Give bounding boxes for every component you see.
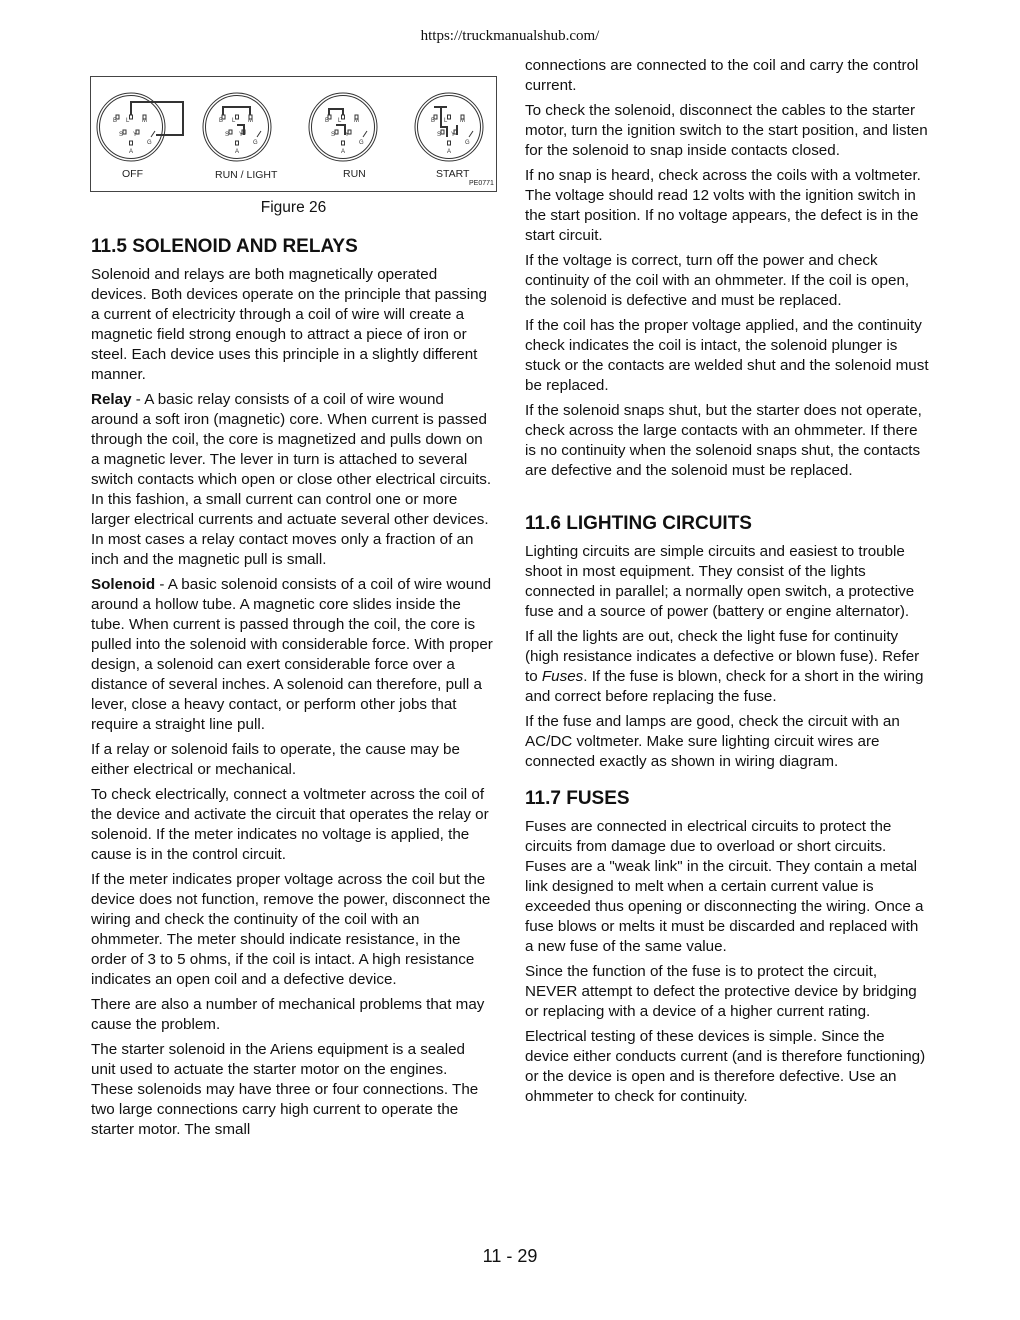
right-column <box>525 56 930 1112</box>
paragraph: To check the solenoid, disconnect the cables to the starter motor, turn the ignition switch to the start position, and listen for the solenoid to snap inside contacts closed. <box>525 102 928 159</box>
switch-label-run: RUN <box>343 168 366 180</box>
paragraph: If no snap is heard, check across the coils with a voltmeter. The voltage should read 12 volts with the ignition switch in the start position. If no voltage appears, the defect is in the start circuit. <box>525 167 921 244</box>
svg-text:G: G <box>359 140 364 146</box>
header-url: https://truckmanualshub.com/ <box>420 28 600 44</box>
figure-caption: Figure 26 <box>260 199 327 216</box>
terminal-m: M <box>142 118 147 124</box>
fuses-reference: Fuses <box>541 668 584 685</box>
paragraph: Since the function of the fuse is to protect the circuit, NEVER attempt to defect the protective device by bridging or replacing with a device of a higher current rating. <box>525 963 917 1020</box>
figure-code: PE0771 <box>469 180 494 187</box>
paragraph: There are also a number of mechanical problems that may cause the problem. <box>91 996 485 1033</box>
svg-text:G: G <box>465 140 470 146</box>
svg-text:Y: Y <box>451 132 456 138</box>
terminal-y: Y <box>133 132 138 138</box>
switch-label-start: START <box>436 168 470 180</box>
svg-text:S: S <box>225 132 230 138</box>
term-relay: Relay <box>91 391 132 408</box>
switch-label-off: OFF <box>122 168 143 180</box>
section-heading-11-7: 11.7 FUSES <box>525 788 630 809</box>
svg-text:A: A <box>447 149 452 155</box>
paragraph-relay: Relay - A basic relay consists of a coil of wire wound around a soft iron (magnetic) core. When current is passed through the coil, the core is magnetized and pulls down on a magnetic lever. The lever in turn is attached to several switch contacts which open or close other electrical circuits. In this fashion, a small current can control one or more larger electrical currents and actuate several other devices. In most cases a relay contact moves only a fraction of an inch and the magnetic pull is small. <box>91 391 492 568</box>
terminal-s: S <box>119 132 124 138</box>
svg-text:M: M <box>354 118 359 124</box>
svg-text:B: B <box>219 118 224 124</box>
svg-text:B: B <box>431 118 436 124</box>
svg-text:M: M <box>460 118 465 124</box>
svg-text:M: M <box>248 118 253 124</box>
svg-text:L: L <box>232 118 236 124</box>
paragraph: If the coil has the proper voltage applied, and the continuity check indicates the coil is intact, the solenoid plunger is stuck or the contacts are welded shut and the solenoid must be replaced. <box>525 317 929 394</box>
svg-text:L: L <box>338 118 342 124</box>
terminal-b: B <box>113 118 118 124</box>
paragraph: Fuses are connected in electrical circuits to protect the circuits from damage due to overload or short circuits. Fuses are a "weak link" in the circuit. They contain a metal link designed to melt when a certain current value is exceeded thus opening or disconnecting the wiring. Once a fuse blows or melts it must be discarded and replaced with a new fuse of the same value. <box>525 818 924 955</box>
paragraph: If the solenoid snaps shut, but the starter does not operate, check across the large contacts with an ohmmeter. If there is no continuity when the solenoid snaps shut, the contacts are defective and the solenoid must be replaced. <box>525 402 922 479</box>
paragraph: Solenoid and relays are both magnetically operated devices. Both devices operate on the principle that passing a current of electricity through a coil of wire will create a magnetic field strong enough to attract a piece of iron or steel. Each device uses this principle in a slightly different manner. <box>91 266 487 383</box>
term-solenoid: Solenoid <box>91 576 156 593</box>
paragraph: connections are connected to the coil and carry the control current. <box>525 57 919 94</box>
terminal-a: A <box>129 149 134 155</box>
svg-text:S: S <box>437 132 442 138</box>
paragraph: If a relay or solenoid fails to operate, the cause may be either electrical or mechanical. <box>91 741 460 778</box>
switch-off-diagram <box>97 93 183 161</box>
paragraph: If the fuse and lamps are good, check the circuit with an AC/DC voltmeter. Make sure lighting circuit wires are connected exactly as shown in wiring diagram. <box>525 713 900 770</box>
section-heading-11-6: 11.6 LIGHTING CIRCUITS <box>525 513 752 534</box>
section-heading-11-5: 11.5 SOLENOID AND RELAYS <box>91 236 358 257</box>
svg-text:L: L <box>444 118 448 124</box>
paragraph: The starter solenoid in the Ariens equipment is a sealed unit used to actuate the starter motor on the engines. These solenoids may have three or four connections. The two large connections carry high current to operate the starter motor. The small <box>91 1041 479 1138</box>
left-column <box>91 236 493 1145</box>
svg-text:G: G <box>253 140 258 146</box>
ignition-switch-figure <box>90 76 497 192</box>
paragraph-fuses-ref: If all the lights are out, check the light fuse for continuity (high resistance indicates a defective or blown fuse). Refer to Fuses. If the fuse is blown, check for a short in the wiring and correct before replacing the fuse. <box>525 628 924 705</box>
paragraph: If the voltage is correct, turn off the power and check continuity of the coil with an ohmmeter. If the coil is open, the solenoid is defective and must be replaced. <box>525 252 910 309</box>
paragraph-solenoid: Solenoid - A basic solenoid consists of a coil of wire wound around a hollow tube. A magnetic core slides inside the tube. When current is passed through the coil, the core is pulled into the solenoid with considerable force. With proper design, a solenoid can exert considerable force over a distance of several inches. A solenoid can therefore, pull a lever, close a heavy contact, or perform other jobs that require a straight line pull. <box>91 576 493 733</box>
paragraph: If the meter indicates proper voltage across the coil but the device does not function, remove the power, disconnect the wiring and check the continuity of the coil with an ohmmeter. The meter should indicate resistance, in the order of 3 to 5 ohms, if the coil is intact. A high resistance indicates an open coil and a defective device. <box>91 871 491 988</box>
paragraph: Lighting circuits are simple circuits and easiest to trouble shoot in most equipment. They consist of the lights connected in parallel; a normally open switch, a protective fuse and a source of power (battery or engine alternator). <box>525 543 915 620</box>
switch-label-run-light: RUN / LIGHT <box>215 169 278 181</box>
svg-text:Y: Y <box>239 132 244 138</box>
terminal-g: G <box>147 140 152 146</box>
svg-text:S: S <box>331 132 336 138</box>
paragraph: To check electrically, connect a voltmeter across the coil of the device and activate the circuit that operates the relay or solenoid. If the meter indicates no voltage is applied, the cause is in the control circuit. <box>91 786 489 863</box>
svg-text:A: A <box>341 149 346 155</box>
paragraph: Electrical testing of these devices is simple. Since the device either conducts current (and is therefore functioning) or the device is open and is therefore defective. Use an ohmmeter to check for continuity. <box>525 1028 926 1105</box>
terminal-l: L <box>126 118 130 124</box>
svg-text:Y: Y <box>345 132 350 138</box>
svg-text:A: A <box>235 149 240 155</box>
svg-text:B: B <box>325 118 330 124</box>
page-number: 11 - 29 <box>482 1246 538 1266</box>
